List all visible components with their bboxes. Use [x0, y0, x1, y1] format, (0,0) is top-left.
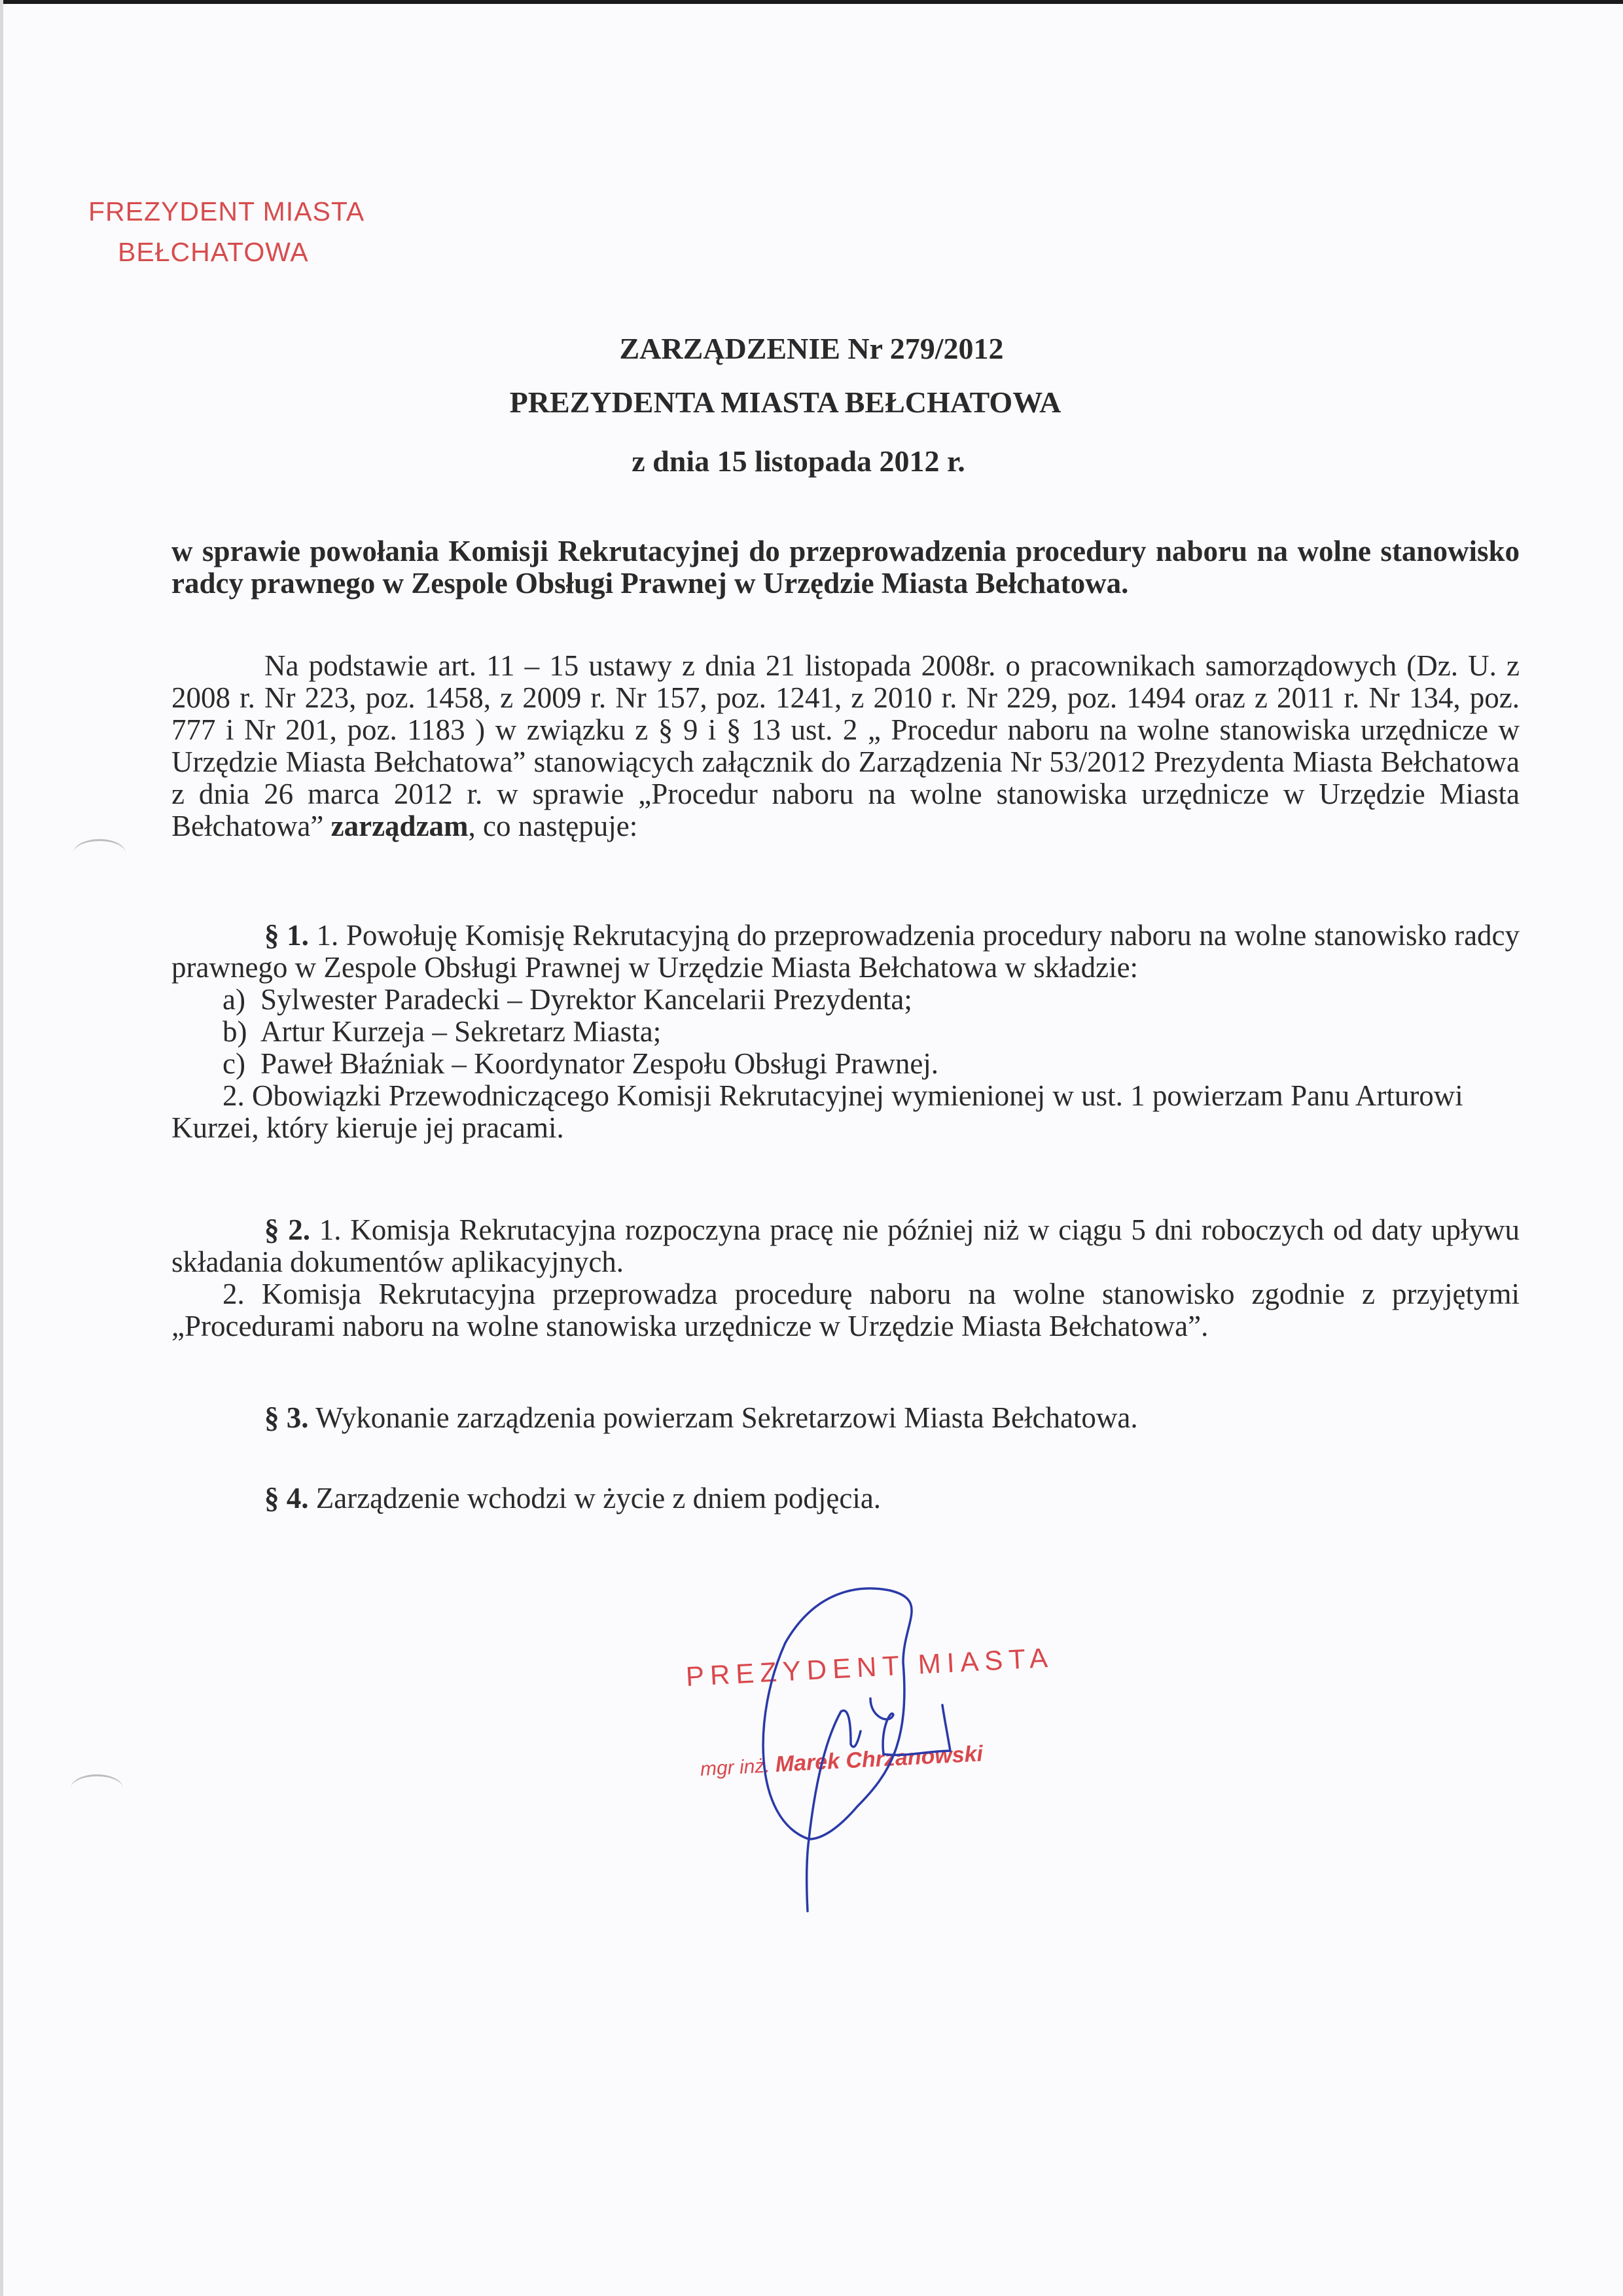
document-issuer: PREZYDENTA MIASTA BEŁCHATOWA [509, 386, 1061, 419]
signature-stamp-person: Marek Chrzanowski [774, 1741, 984, 1777]
section-2-point-2: 2. Komisja Rekrutacyjna przeprowadza procedurę naboru na wolne stanowisko zgodnie z przyjętymi „Procedurami naboru na wolne stanowiska urzędnicze w Urzędzie Miasta Bełchatowa”. [171, 1278, 1520, 1342]
document-date: z dnia 15 listopada 2012 r. [632, 444, 965, 478]
member-label: b) [223, 1015, 247, 1048]
document-subject: w sprawie powołania Komisji Rekrutacyjnej do przeprowadzenia procedury naboru na wolne stanowisko radcy prawnego w Zespole Obsługi Prawnej w Urzędzie Miasta Bełchatowa. [171, 535, 1520, 600]
section-2-point-1 [171, 1214, 1520, 1278]
scan-top-edge [0, 0, 1623, 4]
member-text: Paweł Błaźniak – Koordynator Zespołu Obsługi Prawnej. [260, 1047, 939, 1080]
header-stamp [88, 191, 365, 272]
signature-tail [870, 1698, 950, 1755]
section-2-mark: § 2. [264, 1213, 310, 1246]
section-1-point-1-text: 1. Powołuję Komisję Rekrutacyjną do przeprowadzenia procedury naboru na wolne stanowisko radcy prawnego w Zespole Obsługi Prawnej w Urzędzie Miasta Bełchatowa w składzie: [171, 919, 1520, 984]
section-2 [171, 1214, 1520, 1342]
section-1-mark: § 1. [264, 919, 309, 952]
section-4 [171, 1482, 1520, 1515]
section-3-text: Wykonanie zarządzenia powierzam Sekretarzowi Miasta Bełchatowa. [315, 1401, 1138, 1434]
punch-hole-mark [73, 839, 126, 867]
signature-stamp-prefix: mgr inż. [700, 1755, 771, 1780]
legal-basis-tail: , co następuje: [468, 810, 638, 842]
member-label: a) [223, 983, 245, 1016]
committee-member [171, 1016, 1520, 1048]
legal-basis-text: Na podstawie art. 11 – 15 ustawy z dnia 21 listopada 2008r. o pracownikach samorządowych (Dz. U. z 2008 r. Nr 223, poz. 1458, z 2009 r. Nr 157, poz. 1241, z 2010 r. Nr 229, poz. 1494 oraz z 2011 r. Nr 134, poz. 777 i Nr 201, poz. 1183 ) w związku z § 9 i § 13 ust. 2 „ Procedur naboru na wolne stanowiska urzędnicze w Urzędzie Miasta Bełchatowa” stanowiących załącznik do Zarządzenia Nr 53/2012 Prezydenta Miasta Bełchatowa z dnia 26 marca 2012 r. w sprawie „Procedur naboru na wolne stanowiska urzędnicze w Urzędzie Miasta Bełchatowa” [171, 649, 1520, 842]
section-3 [171, 1402, 1520, 1434]
signature-loop [763, 1588, 912, 1839]
section-4-text: Zarządzenie wchodzi w życie z dniem podjęcia. [315, 1482, 882, 1515]
document-title: ZARZĄDZENIE Nr 279/2012 [619, 332, 1004, 365]
punch-hole-mark [71, 1774, 123, 1803]
committee-members-list [171, 984, 1520, 1080]
header-stamp-line1: FREZYDENT MIASTA [88, 196, 365, 226]
legal-basis-paragraph [171, 650, 1520, 842]
committee-member [171, 1048, 1520, 1080]
section-1-point-1 [171, 920, 1520, 984]
member-label: c) [223, 1047, 245, 1080]
member-text: Artur Kurzeja – Sekretarz Miasta; [260, 1015, 662, 1048]
section-4-mark: § 4. [264, 1482, 309, 1515]
member-text: Sylwester Paradecki – Dyrektor Kancelarii Prezydenta; [260, 983, 912, 1016]
handwritten-signature [654, 1571, 1178, 1918]
section-1 [171, 920, 1520, 1144]
legal-basis-decree-word: zarządzam [330, 810, 469, 842]
section-3-mark: § 3. [264, 1401, 309, 1434]
header-stamp-line2: BEŁCHATOWA [118, 237, 309, 267]
section-2-point-1-text: 1. Komisja Rekrutacyjna rozpoczyna pracę nie później niż w ciągu 5 dni roboczych od daty upływu składania dokumentów aplikacyjnych. [171, 1213, 1520, 1278]
section-1-point-2: 2. Obowiązki Przewodniczącego Komisji Rekrutacyjnej wymienionej w ust. 1 powierzam Panu Arturowi Kurzei, który kieruje jej pracami. [171, 1079, 1463, 1144]
committee-member [171, 984, 1520, 1016]
signature-stamp-title: PREZYDENT MIASTA [685, 1641, 1054, 1692]
